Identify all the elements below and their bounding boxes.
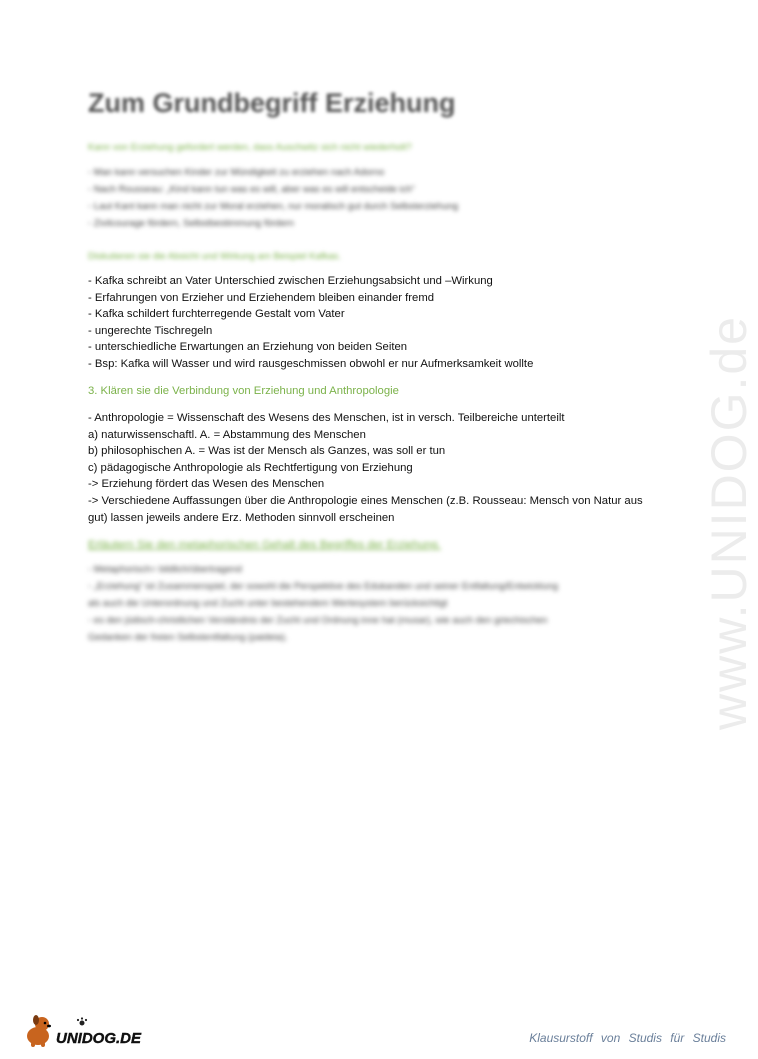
list-item: -> Erziehung fördert das Wesen des Menschen	[88, 478, 325, 491]
list-item: - Anthropologie = Wissenschaft des Wesens des Menschen, ist in versch. Teilbereiche unterteilt	[88, 412, 565, 424]
section-2-list	[88, 273, 533, 373]
list-item: - Man kann versuchen Kinder zur Mündigkeit zu erziehen nach Adorno	[88, 167, 385, 178]
page-title: Zum Grundbegriff Erziehung	[88, 88, 456, 118]
list-item: - Laut Kant kann man nicht zur Moral erziehen, nur moralisch gut durch Selbsterziehung	[88, 201, 459, 212]
list-item: c) pädagogische Anthropologie als Rechtfertigung von Erziehung	[88, 461, 413, 474]
list-item: als auch die Unterordnung und Zucht unter bestehendem Wertesystem berücksichtigt	[88, 598, 448, 609]
list-item: - unterschiedliche Erwartungen an Erziehung von beiden Seiten	[88, 341, 408, 354]
dog-logo-icon	[22, 1010, 152, 1050]
list-item: - Kafka schildert furchterregende Gestalt vom Vater	[88, 308, 345, 321]
section-4-heading: Erläutern Sie den metaphorischen Gehalt des Begriffes der Erziehung.	[88, 539, 441, 551]
list-item: Gedanken der freien Selbstentfaltung (paideia).	[88, 632, 288, 643]
list-item: - es den jüdisch-christlichen Verständnis der Zucht und Ordnung inne hat (musar), wie auch den griechischen	[88, 615, 548, 626]
list-item: - Kafka schreibt an Vater Unterschied zwischen Erziehungsabsicht und –Wirkung	[88, 275, 493, 287]
section-1-list	[88, 164, 458, 232]
section-4-list	[88, 561, 558, 646]
list-item: - Zivilcourage fördern, Selbstbestimmung fördern	[88, 218, 294, 229]
list-item: - Nach Rousseau: „Kind kann tun was es will, aber was es will entscheide ich“	[88, 184, 415, 195]
section-3-heading: 3. Klären sie die Verbindung von Erziehung und Anthropologie	[88, 385, 399, 397]
footer-logo[interactable]	[22, 1010, 152, 1050]
list-item: - Erfahrungen von Erzieher und Erziehendem bleiben einander fremd	[88, 291, 435, 304]
list-item: - Bsp: Kafka will Wasser und wird rausgeschmissen obwohl er nur Aufmerksamkeit wollte	[88, 357, 534, 370]
list-item: -> Verschiedene Auffassungen über die Anthropologie eines Menschen (z.B. Rousseau: Mensch von Natur aus	[88, 494, 643, 507]
section-3-list	[88, 410, 643, 526]
list-item: - „Erziehung“ ist Zusammenspiel, der sowohl die Perspektive des Edukanden und seiner Entfaltung/Entwicklung	[88, 581, 558, 592]
list-item: - Metaphorisch= bildlich/übertragend	[88, 564, 242, 575]
list-item: b) philosophischen A. = Was ist der Mensch als Ganzes, was soll er tun	[88, 445, 446, 458]
list-item: gut) lassen jeweils andere Erz. Methoden sinnvoll erscheinen	[88, 511, 395, 524]
list-item: - ungerechte Tischregeln	[88, 324, 213, 337]
footer-slogan: Klausurstoff von Studis für Studis	[529, 1031, 726, 1045]
section-1-heading: Kann von Erziehung gefordert werden, dass Auschwitz sich nicht wiederholt?	[88, 142, 412, 153]
list-item: a) naturwissenschaftl. A. = Abstammung des Menschen	[88, 428, 366, 441]
logo-text: UNIDOG.DE	[56, 1030, 142, 1047]
section-2-heading: Diskutieren sie die Absicht und Wirkung am Beispiel Kafkas.	[88, 251, 341, 262]
watermark: www.UNIDOG.de	[701, 315, 757, 730]
